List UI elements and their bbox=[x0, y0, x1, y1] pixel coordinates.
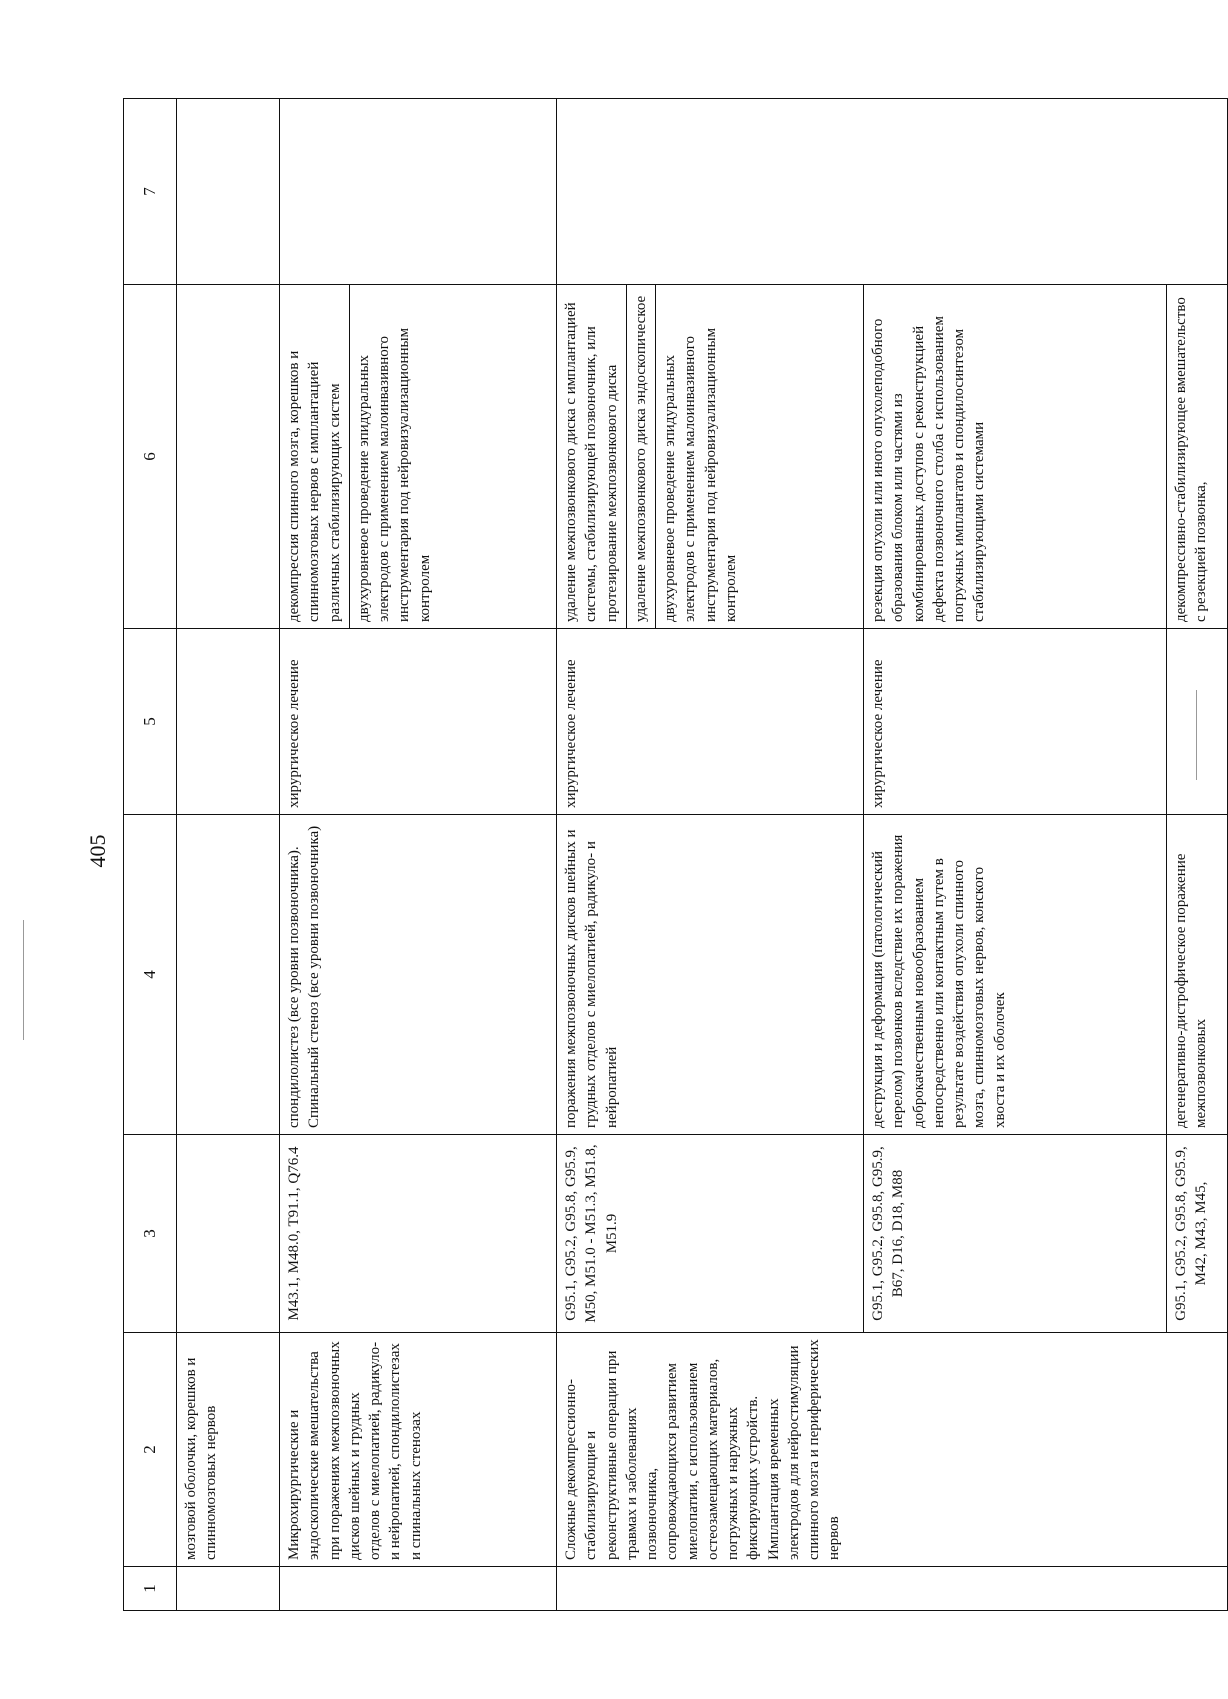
cell-col7 bbox=[280, 99, 557, 285]
header-row bbox=[124, 99, 177, 1611]
cell-col3-codes: G95.1, G95.2, G95.8, G95.9, B67, D16, D18, M88 bbox=[864, 1135, 1167, 1333]
cell-col6-methods bbox=[177, 285, 280, 629]
col-header-7: 7 bbox=[124, 99, 177, 285]
method-item: резекция опухоли или иного опухолеподобного образования блоком или частями из комбинированных доступов с реконструкцией дефекта позвоночного столба с использованием погружных имплантатов и спондилосинтезом стабилизирующими системами bbox=[870, 316, 988, 622]
rotated-table-container bbox=[123, 99, 1210, 1611]
table-row bbox=[557, 99, 864, 1611]
cell-col4-diagnosis: спондилолистез (все уровни позвоночника). Спинальный стеноз (все уровни позвоночника) bbox=[280, 815, 557, 1135]
cell-col6-methods bbox=[557, 285, 864, 629]
cell-col2-section-name: мозговой оболочки, корешков и спинномозговых нервов bbox=[177, 1333, 280, 1567]
col-header-6: 6 bbox=[124, 285, 177, 629]
cell-col5-treatment-type: хирургическое лечение bbox=[280, 629, 557, 815]
cell-col3-codes: M43.1, M48.0, T91.1, Q76.4 bbox=[280, 1135, 557, 1333]
cell-col5-treatment-type bbox=[177, 629, 280, 815]
cell-col1 bbox=[177, 1567, 280, 1611]
col-header-4: 4 bbox=[124, 815, 177, 1135]
method-item: удаление межпозвонкового диска эндоскопическое bbox=[626, 285, 655, 628]
table-row bbox=[280, 99, 557, 1611]
cell-col3-codes: G95.1, G95.2, G95.8, G95.9, M50, M51.0 - M51.3, M51.8, M51.9 bbox=[557, 1135, 864, 1333]
cell-col1 bbox=[557, 1567, 1228, 1611]
procedures-table bbox=[123, 98, 1228, 1611]
page-number: 405 bbox=[85, 834, 110, 868]
cell-col5-treatment-type: хирургическое лечение bbox=[557, 629, 864, 815]
cell-col7 bbox=[557, 99, 1228, 285]
cell-col1 bbox=[280, 1567, 557, 1611]
col-header-2: 2 bbox=[124, 1333, 177, 1567]
scan-edge-right bbox=[1196, 690, 1197, 780]
table-row bbox=[177, 99, 280, 1611]
cell-col6-methods bbox=[1167, 285, 1228, 629]
cell-col6-methods bbox=[864, 285, 1167, 629]
cell-col2-section-name: Сложные декомпрессионно-стабилизирующие и реконструктивные операции при травмах и заболеваниях позвоночника, сопровождающихся развитием миелопатии, с использованием остеозамещающих материалов, погружных и наружных фиксирующих устройств. Имплантация временных электродов для нейростимуляции спинного мозга и периферических нервов bbox=[557, 1333, 1228, 1567]
cell-col7 bbox=[177, 99, 280, 285]
cell-col4-diagnosis: поражения межпозвоночных дисков шейных и грудных отделов с миелопатией, радикуло- и нейропатией bbox=[557, 815, 864, 1135]
cell-col3-codes: G95.1, G95.2, G95.8, G95.9, M42, M43, M45, bbox=[1167, 1135, 1228, 1333]
scan-edge-left bbox=[23, 920, 24, 1040]
cell-col4-diagnosis: деструкция и деформация (патологический перелом) позвонков вследствие их поражения доброкачественным новообразованием непосредственно или контактным путем в результате воздействия опухоли спинного мозга, спинномозговых нервов, конского хвоста и их оболочек bbox=[864, 815, 1167, 1135]
cell-col5-treatment-type bbox=[1167, 629, 1228, 815]
cell-col2-section-name: Микрохирургические и эндоскопические вмешательства при поражениях межпозвоночных дисков шейных и грудных отделов с миелопатией, радикуло- и нейропатией, спондилолистезах и спинальных стенозах bbox=[280, 1333, 557, 1567]
cell-col6-methods bbox=[280, 285, 557, 629]
col-header-1: 1 bbox=[124, 1567, 177, 1611]
method-item: удаление межпозвонкового диска с имплантацией системы, стабилизирующей позвоночник, или протезирование межпозвонкового диска bbox=[563, 302, 620, 622]
col-header-5: 5 bbox=[124, 629, 177, 815]
method-item: декомпрессия спинного мозга, корешков и спинномозговых нервов с имплантацией различных стабилизирующих систем bbox=[286, 350, 343, 622]
cell-col4-diagnosis bbox=[177, 815, 280, 1135]
cell-col3-codes bbox=[177, 1135, 280, 1333]
method-item: двухуровневое проведение эпидуральных электродов с применением малоинвазивного инструментария под нейровизуализационным контролем bbox=[349, 285, 439, 628]
cell-col4-diagnosis: дегенеративно-дистрофическое поражение межпозвонковых bbox=[1167, 815, 1228, 1135]
cell-col5-treatment-type: хирургическое лечение bbox=[864, 629, 1167, 815]
method-item: двухуровневое проведение эпидуральных электродов с применением малоинвазивного инструментария под нейровизуализационным контролем bbox=[655, 285, 745, 628]
method-item: декомпрессивно-стабилизирующее вмешательство с резекцией позвонка, bbox=[1173, 297, 1210, 622]
col-header-3: 3 bbox=[124, 1135, 177, 1333]
